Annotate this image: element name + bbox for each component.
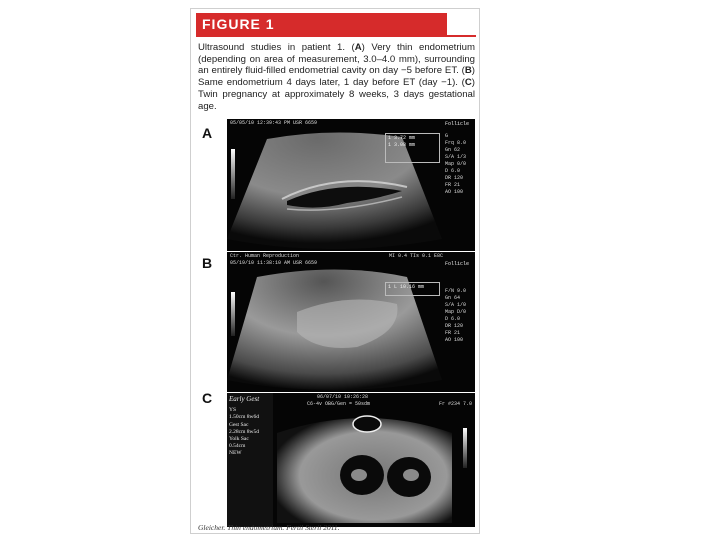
setting: Gn 62 [445, 147, 461, 153]
early-gest-line: 0.54cm [229, 443, 246, 450]
setting: D 6.0 [445, 168, 461, 174]
panel-c-label: C [202, 390, 213, 406]
panel-a-settings [445, 133, 473, 196]
panel-a-right-tag: Follicle [444, 121, 469, 127]
caption-a-text: ) Very thin endometrium (depending on area of measurement, 3.0–4.0 mm), surrounding an entirely fluid-filled endometrial cavity on day −5 before ET. [198, 42, 475, 77]
caption-intro: Ultrasound studies in patient 1. ( [198, 42, 355, 53]
panel-b-settings [445, 288, 473, 344]
grayscale-bar [231, 292, 235, 336]
panel-b-top-right: MI 0.4 TIs 0.1 E8C [388, 253, 443, 259]
figure-title-rule [196, 35, 476, 37]
early-gest-line: 1.50cm 8w6d [229, 414, 259, 421]
early-gest-line: Gest Sac [229, 421, 249, 428]
setting: Map 0/0 [445, 161, 467, 167]
panel-c-header: 06/07/10 10:26:28 [317, 394, 369, 400]
setting: FR 21 [445, 182, 461, 188]
setting: S/A 1/3 [445, 154, 467, 160]
figure-page [190, 8, 480, 534]
ultrasound-panel-c [227, 393, 475, 527]
early-gest-title: Early Gest [229, 395, 260, 403]
panel-a-label: A [202, 125, 213, 141]
panel-a-meas-1: 1 3.72 mm [388, 135, 416, 141]
setting: F/N 9.0 [445, 288, 467, 294]
setting: G [445, 133, 449, 139]
panel-b-right-tag: Follicle [444, 261, 469, 267]
setting: AO 100 [445, 337, 464, 343]
caption-c-open: ( [461, 77, 465, 89]
panel-b-header: Ctr. Human Reproduction [230, 253, 300, 259]
early-gest-line: NEW [229, 450, 242, 457]
ultrasound-image-b [227, 252, 475, 392]
caption-b-open: ( [461, 65, 465, 77]
grayscale-bar [463, 428, 467, 468]
setting: AO 100 [445, 189, 464, 195]
panel-a-measurement-box [385, 133, 440, 163]
figure-citation: Gleicher. Thin endometrium. Fertil Steril 2011. [198, 523, 340, 532]
caption-a-letter: A [354, 42, 362, 53]
setting: Gn 64 [445, 295, 461, 301]
panel-a-meas-2: 1 3.08 mm [388, 142, 416, 148]
caption-b-letter: B [464, 65, 472, 77]
panel-b-meas-1: 1 L 10.16 mm [388, 284, 425, 290]
ultrasound-panel-b [227, 252, 475, 392]
setting: Frq 8.0 [445, 140, 467, 146]
figure-title: FIGURE 1 [196, 13, 447, 35]
caption-c-text: ) Twin pregnancy at approximately 8 weeks, 3 days gestational age. [198, 77, 475, 112]
grayscale-bar [231, 149, 235, 199]
panel-b-measurement-box [385, 282, 440, 296]
early-gestation-panel [227, 393, 273, 527]
figure-caption [198, 42, 475, 112]
caption-b-text: ) Same endometrium 4 days later, 1 day before ET (day −1). [198, 65, 475, 89]
panel-b-header-2: 05/19/10 11:38:10 AM USR 6659 [230, 260, 318, 266]
panel-c-right-top: Fr #234 7.0 [438, 401, 472, 407]
setting: D 6.0 [445, 316, 461, 322]
panel-c-header-2: C6-4v OBG/Gen = 50sdm [307, 401, 371, 407]
panel-a-header: 05/05/10 12:39:43 PM USR 6659 [230, 120, 318, 126]
early-gest-line: Yolk Sac [229, 436, 249, 443]
ultrasound-panel-a [227, 119, 475, 251]
early-gest-line: YS [229, 407, 237, 414]
panel-b-label: B [202, 255, 213, 271]
setting: DR 120 [445, 175, 464, 181]
setting: S/A 1/0 [445, 302, 467, 308]
setting: DR 120 [445, 323, 464, 329]
caption-c-letter: C [464, 77, 472, 89]
setting: FR 21 [445, 330, 461, 336]
early-gest-line: 2.28cm 8w5d [229, 428, 259, 435]
setting: Map D/0 [445, 309, 467, 315]
